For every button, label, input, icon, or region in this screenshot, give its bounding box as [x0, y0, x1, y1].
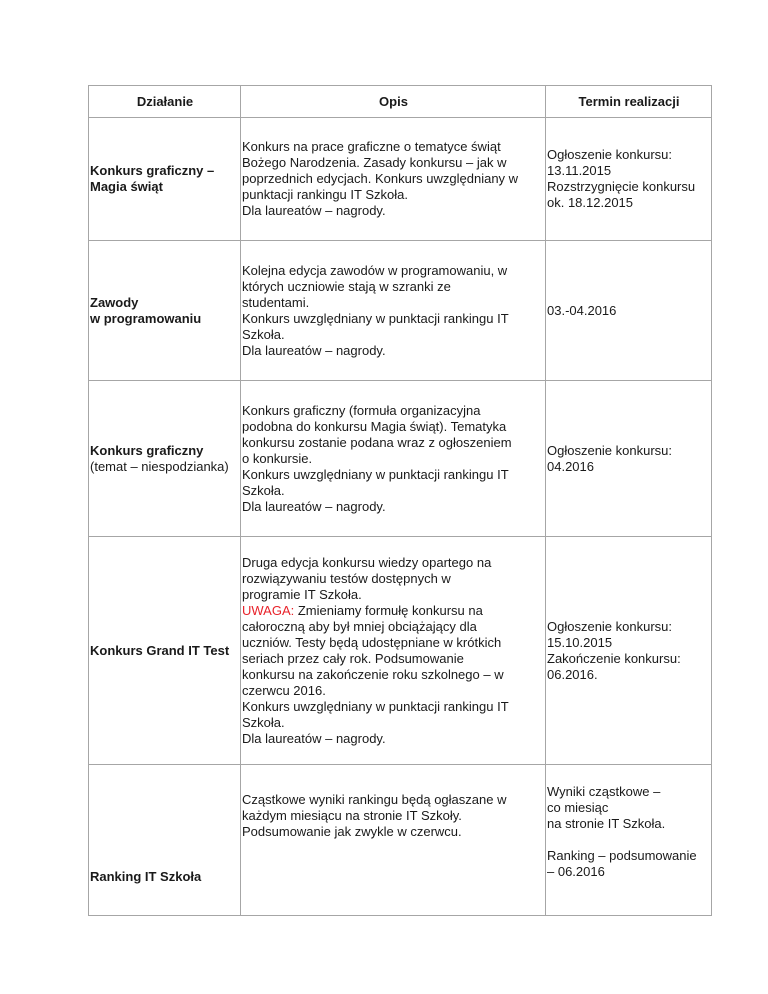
action-cell: Zawody w programowaniu [89, 241, 241, 381]
description-cell: Konkurs graficzny (formuła organizacyjna podobna do konkursu Magia świąt). Tematyka konkursu zostanie podana wraz z ogłoszeniem o konkursie. Konkurs uwzględniany w punktacji rankingu IT Szkoła. Dla laureatów – nagrody. [241, 381, 546, 537]
header-deadline: Termin realizacji [546, 86, 712, 118]
table-row [89, 765, 712, 916]
activities-table [88, 85, 712, 916]
deadline-cell: 03.-04.2016 [546, 241, 712, 381]
deadline-cell: Ogłoszenie konkursu: 04.2016 [546, 381, 712, 537]
action-cell: Konkurs graficzny (temat – niespodzianka) [89, 381, 241, 537]
description-cell: Cząstkowe wyniki rankingu będą ogłaszane w każdym miesiącu na stronie IT Szkoły. Podsumowanie jak zwykle w czerwcu. [241, 765, 546, 916]
table-row [89, 118, 712, 241]
description-cell: Druga edycja konkursu wiedzy opartego na rozwiązywaniu testów dostępnych w programie IT Szkoła. UWAGA: Zmieniamy formułę konkursu na całoroczną aby był mniej obciążający dla uczniów. Testy będą udostępniane w krótkich seriach przez cały rok. Podsumowanie konkursu na zakończenie roku szkolnego – w czerwcu 2016. Konkurs uwzględniany w punktacji rankingu IT Szkoła. Dla laureatów – nagrody. [241, 537, 546, 765]
deadline-cell: Wyniki cząstkowe – co miesiąc na stronie IT Szkoła. Ranking – podsumowanie – 06.2016 [546, 765, 712, 916]
table-row [89, 381, 712, 537]
table-header-row [89, 86, 712, 118]
header-action: Działanie [89, 86, 241, 118]
table-row [89, 241, 712, 381]
description-cell: Konkurs na prace graficzne o tematyce świąt Bożego Narodzenia. Zasady konkursu – jak w poprzednich edycjach. Konkurs uwzględniany w punktacji rankingu IT Szkoła. Dla laureatów – nagrody. [241, 118, 546, 241]
deadline-cell: Ogłoszenie konkursu: 13.11.2015 Rozstrzygnięcie konkursu ok. 18.12.2015 [546, 118, 712, 241]
warning-label: UWAGA: [242, 602, 295, 618]
action-cell: Konkurs graficzny – Magia świąt [89, 118, 241, 241]
action-cell: Ranking IT Szkoła [89, 765, 241, 916]
header-description: Opis [241, 86, 546, 118]
description-cell: Kolejna edycja zawodów w programowaniu, w których uczniowie stają w szranki ze studentami. Konkurs uwzględniany w punktacji rankingu IT Szkoła. Dla laureatów – nagrody. [241, 241, 546, 381]
action-cell: Konkurs Grand IT Test [89, 537, 241, 765]
table-row [89, 537, 712, 765]
deadline-cell: Ogłoszenie konkursu: 15.10.2015 Zakończenie konkursu: 06.2016. [546, 537, 712, 765]
